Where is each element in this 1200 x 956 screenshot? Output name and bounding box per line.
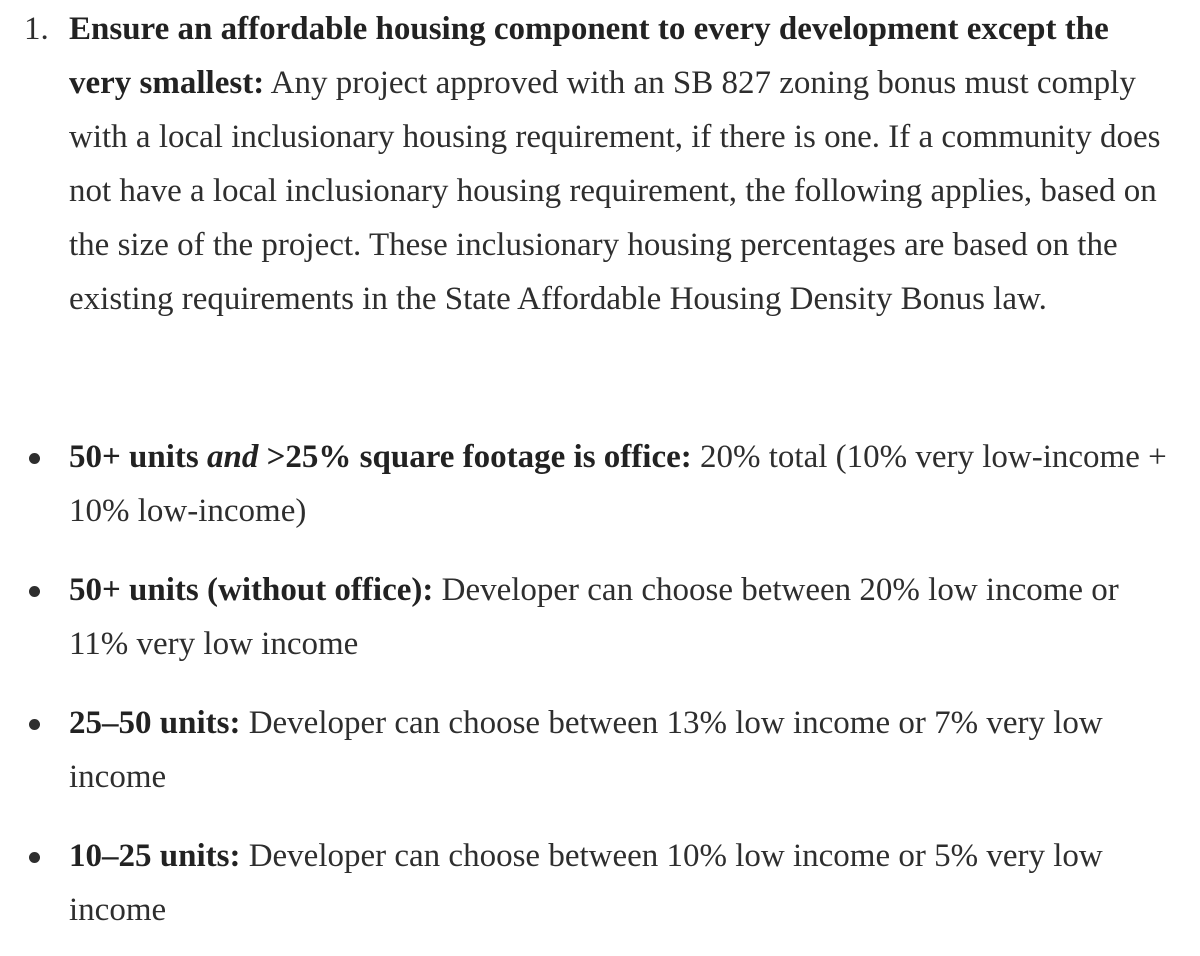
list-item-text xyxy=(69,2,1177,326)
bullet-description: Developer can choose between 10% low income or 5% very low income xyxy=(69,838,1103,928)
bullet-dot-icon xyxy=(29,852,40,863)
bullet-label: 50+ units and >25% square footage is office: xyxy=(69,439,692,475)
bullet-dot-icon xyxy=(29,719,40,730)
bullet-label: 10–25 units: xyxy=(69,838,241,874)
bullet-text xyxy=(69,696,1177,804)
bullet-label: 50+ units (without office): xyxy=(69,572,434,608)
bullet-description: Developer can choose between 13% low income or 7% very low income xyxy=(69,705,1103,795)
list-number: 1. xyxy=(24,11,49,47)
list-item-body: Any project approved with an SB 827 zoning bonus must comply with a local inclusionary housing requirement, if there is one. If a community does not have a local inclusionary housing requirement, the following applies, based on the size of the project. These inclusionary housing percentages are based on the existing requirements in the State Affordable Housing Density Bonus law. xyxy=(69,65,1161,317)
bullet-text xyxy=(69,829,1177,937)
list-item-heading: Ensure an affordable housing component to every development except the very smallest: xyxy=(69,11,1109,101)
bullet-dot-icon xyxy=(29,453,40,464)
bullet-label: 25–50 units: xyxy=(69,705,241,741)
bullet-dot-icon xyxy=(29,586,40,597)
bullet-text xyxy=(69,563,1177,671)
bullet-text xyxy=(69,430,1177,538)
bullet-description: 20% total (10% very low-income + 10% low-income) xyxy=(69,439,1167,529)
bullet-description: Developer can choose between 20% low income or 11% very low income xyxy=(69,572,1119,662)
bullet-label-emphasis: and xyxy=(207,439,259,475)
